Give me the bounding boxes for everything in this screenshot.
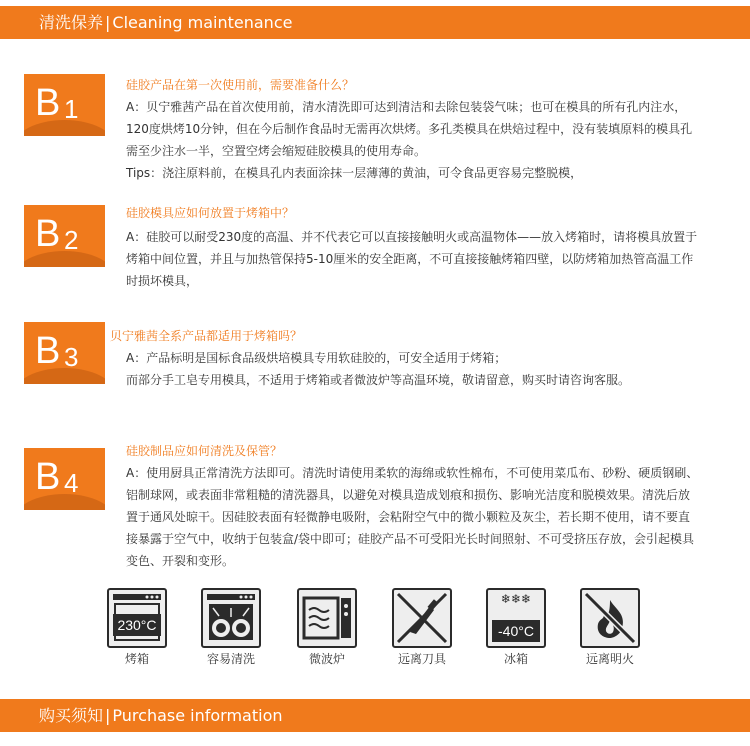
footer-title-en: Purchase information	[112, 706, 283, 725]
badge-letter: B	[35, 456, 61, 498]
oven-label: 烤箱	[124, 652, 149, 666]
freezer-label: 冰箱	[503, 652, 528, 666]
footer-title-cn: 购买须知	[39, 706, 104, 725]
freezer-temperature: -40°C	[492, 620, 540, 642]
no-fire-label: 远离明火	[585, 652, 634, 666]
header-title-cn: 清洗保养	[39, 13, 104, 32]
badge-number: 3	[64, 342, 79, 372]
answer-line: 而部分手工皂专用模具，不适用于烤箱或者微波炉等高温环境，敬请留意，购买时请咨询客服。	[126, 373, 631, 387]
badge-number: 4	[64, 468, 79, 498]
answer-line: A：硅胶可以耐受230度的高温、并不代表它可以直接接触明火或高温物体——放入烤箱时，请将模具放置于	[126, 230, 698, 244]
answer-line: 置于通风处晾干。因硅胶表面有轻微静电吸附，会粘附空气中的微小颗粒及灰尘，若长期不使用，请不要直	[126, 510, 691, 524]
microwave-icon	[297, 588, 357, 648]
answer-line: 变色、开裂和变形。	[126, 554, 235, 568]
oven-icon	[107, 588, 167, 648]
badge-b1	[24, 74, 105, 136]
answer-line: Tips：浇注原料前，在模具孔内表面涂抹一层薄薄的黄油，可令食品更容易完整脱模，	[126, 166, 583, 180]
answer-line: 铝制球网，或表面非常粗糙的清洗器具，以避免对模具造成划痕和损伤、影响光洁度和脱模效果。清洗后放	[126, 488, 691, 502]
dishwasher-label: 容易清洗	[206, 652, 255, 666]
question-b1: 硅胶产品在第一次使用前，需要准备什么？	[126, 78, 355, 92]
dishwasher-icon	[201, 588, 261, 648]
badge-letter: B	[35, 82, 61, 124]
footer-separator: |	[105, 706, 111, 725]
badge-b3	[24, 322, 105, 384]
answer-line: 烤箱中间位置，并且与加热管保持5-10厘米的安全距离，不可直接接触烤箱四壁，以防烤箱加热管高温工作	[126, 252, 694, 266]
no-fire-icon	[580, 588, 640, 648]
badge-b4	[24, 448, 105, 510]
snowflake-icon: ❄❄❄	[500, 592, 532, 606]
question-b2: 硅胶模具应如何放置于烤箱中？	[126, 206, 295, 220]
answer-b3	[126, 347, 726, 391]
header-separator: |	[105, 13, 111, 32]
no-knife-icon	[392, 588, 452, 648]
header-title-en: Cleaning maintenance	[112, 13, 293, 32]
answer-line: A：产品标明是国标食品级烘培模具专用软硅胶的，可安全适用于烤箱；	[126, 351, 507, 365]
freezer-icon	[486, 588, 546, 648]
microwave-label: 微波炉	[308, 652, 345, 666]
answer-line: 120度烘烤10分钟，但在今后制作食品时无需再次烘烤。多孔类模具在烘焙过程中，没有装填原料的模具孔	[126, 122, 693, 136]
answer-line: A：贝宁雅茜产品在首次使用前，清水清洗即可达到清洁和去除包装袋气味；也可在模具的所有孔内注水，	[126, 100, 687, 114]
answer-b4	[126, 462, 726, 572]
answer-line: 接暴露于空气中，收纳于包装盒/袋中即可；硅胶产品不可受阳光长时间照射、不可受挤压存放，会引起模具	[126, 532, 695, 546]
badge-number: 1	[64, 94, 79, 124]
footer-bar	[0, 699, 750, 732]
question-b3: 贝宁雅茜全系产品都适用于烤箱吗？	[110, 329, 303, 343]
header-bar	[0, 6, 750, 39]
answer-line: 需至少注水一半，空置空烤会缩短硅胶模具的使用寿命。	[126, 144, 427, 158]
no-knife-label: 远离刀具	[397, 652, 446, 666]
badge-number: 2	[64, 225, 79, 255]
badge-b2	[24, 205, 105, 267]
answer-b2	[126, 226, 726, 292]
answer-line: A：使用厨具正常清洗方法即可。清洗时请使用柔软的海绵或软性棉布，不可使用菜瓜布、砂粉、硬质钢刷、	[126, 466, 699, 480]
answer-b1	[126, 96, 726, 184]
answer-line: 时损坏模具，	[126, 274, 199, 288]
badge-letter: B	[35, 213, 61, 255]
question-b4: 硅胶制品应如何清洗及保管？	[126, 444, 283, 458]
badge-letter: B	[35, 330, 61, 372]
oven-temperature: 230°C	[113, 614, 161, 636]
